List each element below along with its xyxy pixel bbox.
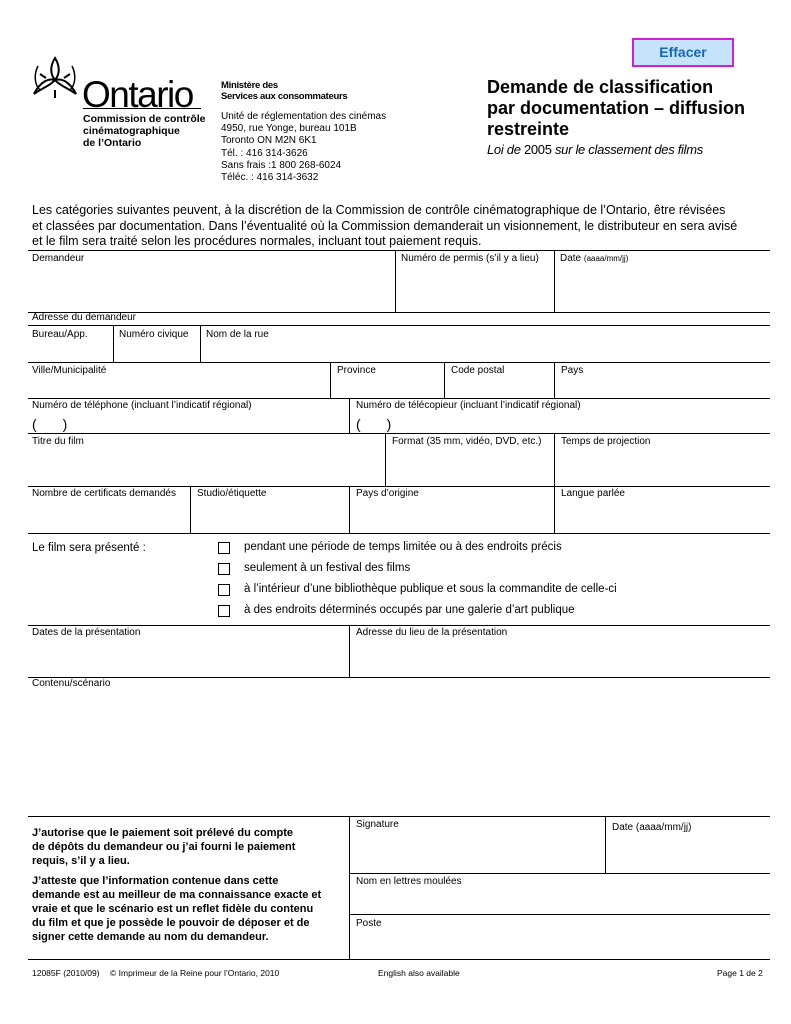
province-label: Province [337, 365, 376, 376]
fax-input[interactable] [404, 415, 770, 432]
applicant-address-label: Adresse du demandeur [32, 312, 136, 323]
street-name-label: Nom de la rue [206, 329, 269, 340]
origin-input[interactable] [350, 500, 553, 532]
language-input[interactable] [555, 500, 770, 532]
studio-label: Studio/étiquette [197, 488, 267, 499]
fax-label: Numéro de télécopieur (incluant l’indicatif régional) [356, 400, 581, 411]
presentation-label: Le film sera présenté : [32, 542, 146, 554]
phone-label: Numéro de téléphone (incluant l’indicatif régional) [32, 400, 252, 411]
english-available: English also available [378, 968, 460, 978]
act-reference: Loi de 2005 sur le classement des films [487, 142, 703, 157]
ontario-logo [30, 54, 193, 115]
option-limited-checkbox[interactable] [218, 542, 230, 554]
option-gallery-label: à des endroits déterminés occupés par une galerie d’art publique [244, 604, 575, 616]
city-input[interactable] [28, 377, 329, 397]
phone-input[interactable] [80, 415, 345, 432]
form-title: Demande de classification par documentation – diffusion restreinte [487, 77, 746, 139]
street-name-input[interactable] [201, 341, 770, 361]
language-label: Langue parlée [561, 488, 625, 499]
province-input[interactable] [331, 377, 443, 397]
date-input[interactable] [555, 264, 770, 311]
format-label: Format (35 mm, vidéo, DVD, etc.) [392, 436, 542, 447]
attestation: J’atteste que l’information contenue dans cette demande est au meilleur de ma connaissance exacte et vraie et que le scénario est un reflet fidèle du contenu du film et que je possède le pouvoir de déposer et de signer cette demande au nom du demandeur. [32, 875, 322, 943]
street-number-input[interactable] [114, 341, 199, 361]
country-input[interactable] [555, 377, 770, 397]
city-label: Ville/Municipalité [32, 365, 107, 376]
runtime-label: Temps de projection [561, 436, 651, 447]
trillium-icon [30, 54, 80, 106]
content-label: Contenu/scénario [32, 678, 111, 689]
commission-name: Commission de contrôle cinématographique de l’Ontario [83, 113, 206, 149]
presentation-dates-input[interactable] [28, 640, 348, 676]
venue-address-input[interactable] [350, 640, 770, 676]
option-library-checkbox[interactable] [218, 584, 230, 596]
postal-code-input[interactable] [445, 377, 553, 397]
name-label: Nom en lettres moulées [356, 876, 462, 887]
logo-divider [83, 108, 201, 109]
office-address: Unité de réglementation des cinémas 4950, rue Yonge, bureau 101B Toronto ON M2N 6K1 Tél. : 416 314-3626 Sans frais :1 800 268-6024 Téléc. : 416 314-3632 [221, 111, 387, 184]
clear-button[interactable]: Effacer [632, 38, 734, 67]
country-label: Pays [561, 365, 584, 376]
option-festival-label: seulement à un festival des films [244, 562, 411, 574]
suite-input[interactable] [28, 341, 112, 361]
fax-area-code[interactable]: ( ) [356, 416, 392, 432]
runtime-input[interactable] [555, 448, 770, 485]
phone-area-code[interactable]: ( ) [32, 416, 68, 432]
option-limited-label: pendant une période de temps limitée ou à des endroits précis [244, 541, 562, 553]
presentation-dates-label: Dates de la présentation [32, 627, 141, 638]
film-title-label: Titre du film [32, 436, 84, 447]
option-gallery-checkbox[interactable] [218, 605, 230, 617]
option-library-label: à l’intérieur d’une bibliothèque publique et sous la commandite de celle-ci [244, 583, 617, 595]
signature-input[interactable] [350, 832, 604, 872]
studio-input[interactable] [191, 500, 348, 532]
form-number: 12085F (2010/09) [32, 968, 100, 978]
signature-label: Signature [356, 819, 399, 830]
position-label: Poste [356, 918, 382, 929]
applicant-label: Demandeur [32, 253, 85, 264]
intro-paragraph: Les catégories suivantes peuvent, à la discrétion de la Commission de contrôle cinématographique de l’Ontario, être révisées et classées par documentation. Dans l’éventualité où la Commission demanderait un visionnement, le distributeur en sera avisé et le film sera traité selon les procédures normales, incluant tout paiement requis. [32, 203, 738, 248]
copyright: © Imprimeur de la Reine pour l’Ontario, 2010 [110, 968, 280, 978]
origin-label: Pays d’origine [356, 488, 419, 499]
payment-authorization: J’autorise que le paiement soit prélevé du compte de dépôts du demandeur ou j’ai fourni le paiement requis, s’il y a lieu. [32, 827, 296, 867]
sign-date-label: Date (aaaa/mm/jj) [612, 822, 692, 833]
permit-input[interactable] [396, 264, 553, 311]
certificates-label: Nombre de certificats demandés [32, 488, 176, 499]
ministry-name: Ministère des Services aux consommateurs [221, 80, 348, 102]
date-label: Date (aaaa/mm/jj) [560, 253, 629, 264]
certificates-input[interactable] [28, 500, 189, 532]
applicant-input[interactable] [28, 264, 394, 311]
sign-date-input[interactable] [606, 836, 770, 872]
venue-address-label: Adresse du lieu de la présentation [356, 627, 508, 638]
film-title-input[interactable] [28, 448, 384, 485]
logo-wordmark: Ontario [82, 74, 193, 115]
position-input[interactable] [350, 931, 770, 958]
suite-label: Bureau/App. [32, 329, 88, 340]
option-festival-checkbox[interactable] [218, 563, 230, 575]
street-number-label: Numéro civique [119, 329, 189, 340]
content-textarea[interactable] [28, 692, 770, 814]
permit-label: Numéro de permis (s’il y a lieu) [401, 253, 539, 264]
postal-code-label: Code postal [451, 365, 505, 376]
name-input[interactable] [350, 889, 770, 913]
format-input[interactable] [386, 448, 553, 485]
page-number: Page 1 de 2 [717, 968, 763, 978]
